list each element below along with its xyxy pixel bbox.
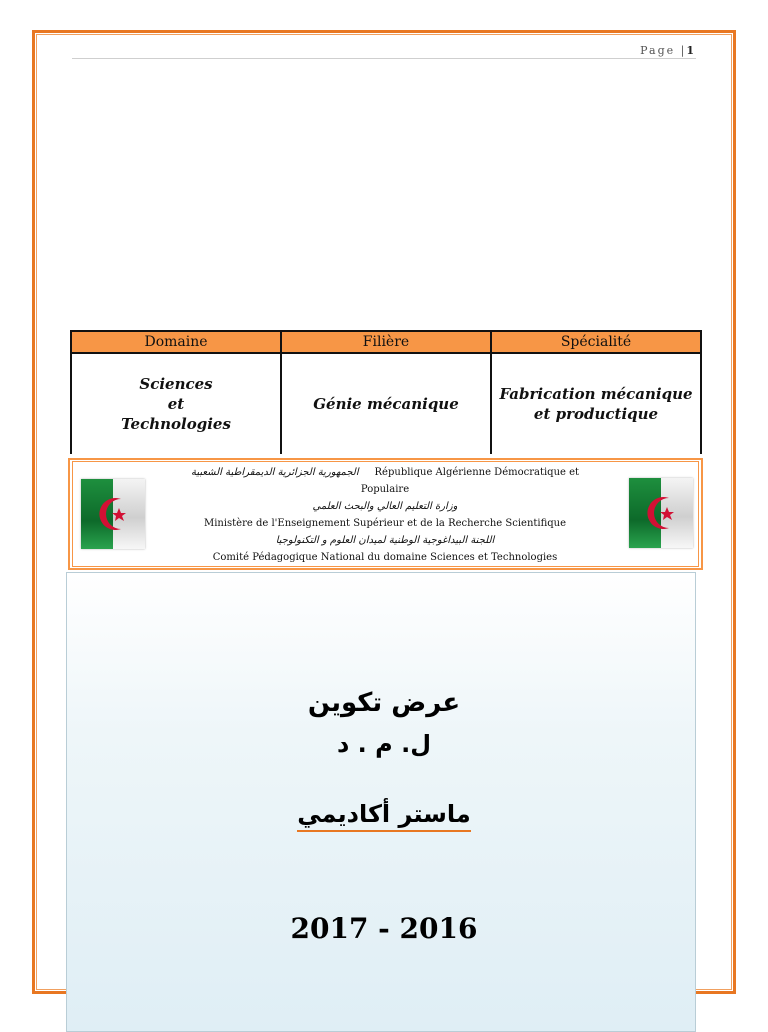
header-filiere: Filière xyxy=(281,331,491,353)
page-label: Page | xyxy=(640,44,687,57)
domaine-line: Technologies xyxy=(121,415,231,433)
institution-text xyxy=(160,464,610,566)
republic-line xyxy=(160,464,610,481)
filiere-line: Génie mécanique xyxy=(313,395,459,413)
algeria-flag-icon xyxy=(81,479,145,549)
page-number xyxy=(640,44,694,57)
ministry-ar: وزارة التعليم العالي والبحث العلمي xyxy=(312,501,458,512)
master-title xyxy=(0,800,768,828)
republic-fr: République Algérienne Démocratique et xyxy=(374,467,580,478)
lmd-label: ل. م . د xyxy=(336,730,432,758)
specialite-line: Fabrication mécanique xyxy=(499,385,693,403)
republic-fr-cont: Populaire xyxy=(360,484,410,495)
republic-ar: الجمهورية الجزائرية الديمقراطية الشعبية xyxy=(190,467,359,478)
domaine-line: Sciences xyxy=(139,375,213,393)
master-title-text: ماستر أكاديمي xyxy=(297,800,470,832)
table-header-row xyxy=(71,331,701,353)
specialite-line: et productique xyxy=(533,405,659,423)
domaine-line: et xyxy=(167,395,185,413)
header-specialite: Spécialité xyxy=(491,331,701,353)
offer-title: عرض تكوين xyxy=(307,688,461,718)
specialty-table xyxy=(70,330,702,454)
cell-specialite xyxy=(491,353,701,454)
header-domaine: Domaine xyxy=(71,331,281,353)
academic-years: 2017 - 2016 xyxy=(290,912,478,945)
header-divider xyxy=(72,58,696,59)
page-number-value: 1 xyxy=(686,44,694,57)
table-row xyxy=(71,353,701,454)
committee-ar: اللجنة البيداغوجية الوطنية لميدان العلوم و التكنولوجيا xyxy=(275,535,495,546)
committee-fr: Comité Pédagogique National du domaine Sciences et Technologies xyxy=(212,552,558,563)
ministry-fr: Ministère de l'Enseignement Supérieur et de la Recherche Scientifique xyxy=(203,518,567,529)
cell-filiere xyxy=(281,353,491,454)
cell-domaine xyxy=(71,353,281,454)
algeria-flag-icon xyxy=(629,478,693,548)
